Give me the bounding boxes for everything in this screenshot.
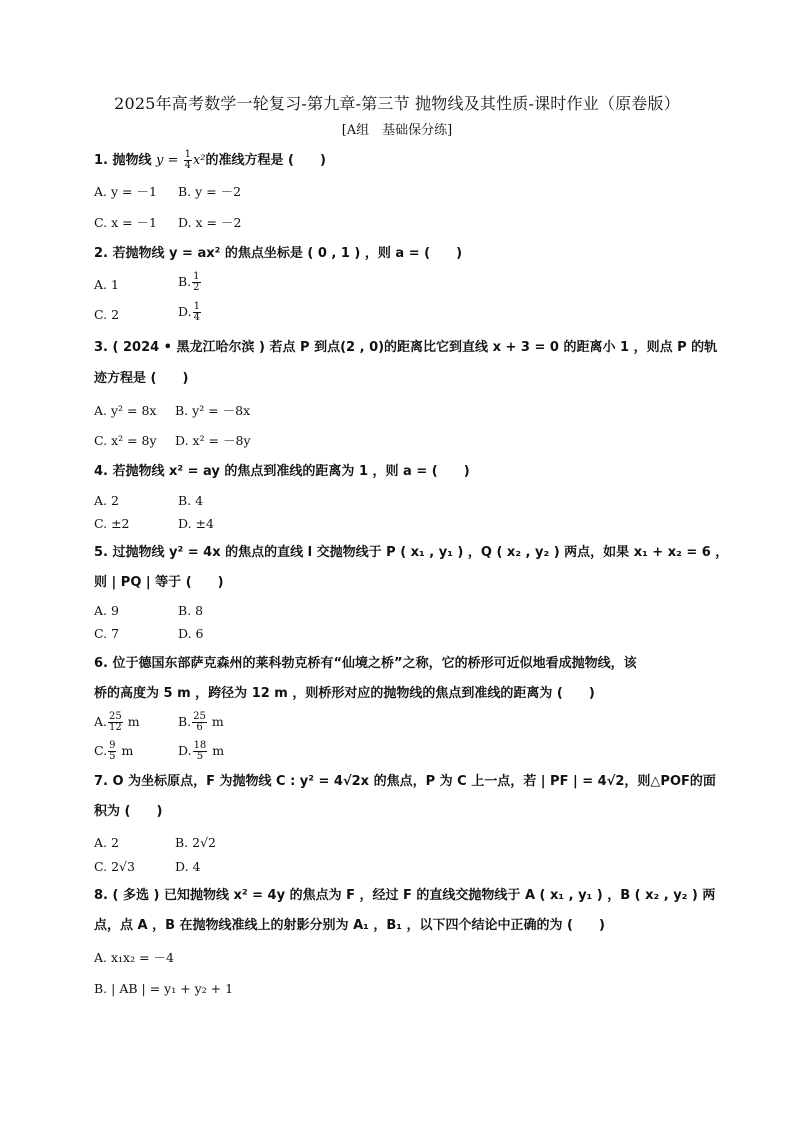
- question-7-line-1: 7. O 为坐标原点，F 为抛物线 C : y² = 4√2x 的焦点，P 为 C 上一点，若 | PF | = 4√2，则△POF的面: [94, 774, 716, 789]
- question-5-line-1: 5. 过抛物线 y² = 4x 的焦点的直线 l 交抛物线于 P ( x₁ , y₁ ) ，Q ( x₂ , y₂ ) 两点，如果 x₁ + x₂ = 6 ，: [94, 545, 729, 560]
- q1-option-a: A. y = －1: [94, 184, 157, 199]
- question-8-line-1: 8. ( 多选 ) 已知抛物线 x² = 4y 的焦点为 F ，经过 F 的直线交抛物线于 A ( x₁ , y₁ ) ，B ( x₂ , y₂ ) 两: [94, 888, 716, 903]
- q4-option-c: C. ±2: [94, 516, 130, 531]
- question-6-line-2: 桥的高度为 5 m ，跨径为 12 m ，则桥形对应的抛物线的焦点到准线的距离为 ( ): [94, 686, 595, 701]
- q8-option-a: A. x₁x₂ = －4: [94, 950, 174, 965]
- q7-option-b: B. 2√2: [175, 835, 217, 850]
- q3-option-d: D. x² = －8y: [175, 433, 251, 448]
- q6-option-d: D. $\frac{18}{5}$ m: [178, 740, 225, 762]
- question-5-line-2: 则 | PQ | 等于 ( ): [94, 575, 224, 590]
- q8-option-b: B. | AB | = y₁ + y₂ + 1: [94, 981, 234, 996]
- q4-option-b: B. 4: [178, 493, 204, 508]
- question-7-line-2: 积为 ( ): [94, 804, 163, 819]
- fraction-one-quarter: $\frac{1}{4}$: [184, 149, 191, 171]
- question-8-line-2: 点，点 A ，B 在抛物线准线上的射影分别为 A₁ ，B₁ ，以下四个结论中正确的为 ( ): [94, 918, 605, 933]
- question-3-line-1: 3. ( 2024 • 黑龙江哈尔滨 ) 若点 P 到点(2 , 0)的距离比它到直线 x + 3 = 0 的距离小 1 ，则点 P 的轨: [94, 340, 718, 355]
- question-3-line-2: 迹方程是 ( ): [94, 371, 189, 386]
- q2-option-b: B. $\frac{1}{2}$: [178, 271, 200, 293]
- document-title: 2025年高考数学一轮复习-第九章-第三节 抛物线及其性质-课时作业（原卷版）: [114, 94, 680, 113]
- question-6-line-1: 6. 位于德国东部萨克森州的莱科勃克桥有“仙境之桥”之称，它的桥形可近似地看成抛物线，该: [94, 656, 637, 671]
- q2-option-a: A. 1: [94, 277, 119, 292]
- q4-option-d: D. ±4: [178, 516, 214, 531]
- q5-option-c: C. 7: [94, 626, 120, 641]
- group-label: [A组 基础保分练]: [341, 123, 453, 138]
- question-2-stem: 2. 若抛物线 y = ax² 的焦点坐标是 ( 0 , 1 ) ，则 a = ( ): [94, 246, 463, 261]
- q7-option-c: C. 2√3: [94, 859, 135, 874]
- q4-option-a: A. 2: [94, 493, 119, 508]
- question-1-stem: 1. 抛物线 y = $\frac{1}{4}$ x²的准线方程是 ( ): [94, 149, 326, 171]
- q2-option-d: D. $\frac{1}{4}$: [178, 301, 200, 323]
- q7-option-a: A. 2: [94, 835, 119, 850]
- question-4-stem: 4. 若抛物线 x² = ay 的焦点到准线的距离为 1 ，则 a = ( ): [94, 464, 470, 479]
- q5-option-b: B. 8: [178, 603, 204, 618]
- q3-option-b: B. y² = －8x: [175, 403, 251, 418]
- q5-option-a: A. 9: [94, 603, 119, 618]
- q3-option-a: A. y² = 8x: [94, 403, 157, 418]
- q6-option-b: B. $\frac{25}{6}$ m: [178, 711, 224, 733]
- q7-option-d: D. 4: [175, 859, 201, 874]
- q1-option-c: C. x = －1: [94, 215, 157, 230]
- q1-option-d: D. x = －2: [178, 215, 242, 230]
- q2-option-c: C. 2: [94, 307, 120, 322]
- q5-option-d: D. 6: [178, 626, 204, 641]
- q1-option-b: B. y = －2: [178, 184, 242, 199]
- fraction-one-half: $\frac{1}{2}$: [193, 271, 200, 293]
- fraction-one-quarter-d: $\frac{1}{4}$: [193, 301, 200, 323]
- q6-option-a: A. $\frac{25}{12}$ m: [94, 711, 140, 733]
- q6-option-c: C. $\frac{9}{5}$ m: [94, 740, 134, 762]
- q3-option-c: C. x² = 8y: [94, 433, 157, 448]
